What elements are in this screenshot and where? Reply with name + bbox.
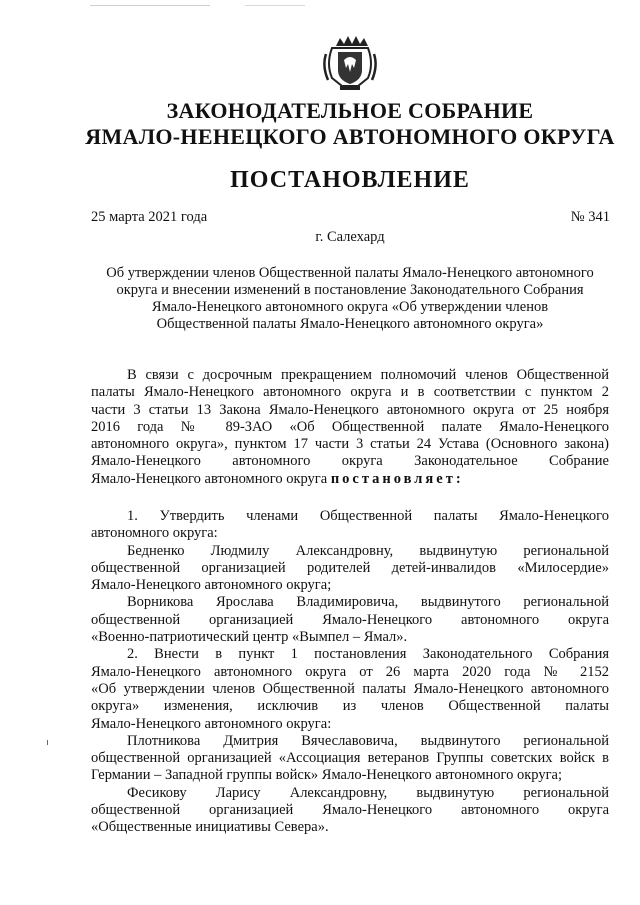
- text-line: Ворникова Ярослава Владимировича, выдвинутого региональной: [127, 594, 609, 611]
- text-line: Бедненко Людмилу Александровну, выдвинутую региональной: [127, 542, 609, 559]
- text-line: «Общественные инициативы Севера».: [91, 819, 329, 836]
- organization-name-line1: ЗАКОНОДАТЕЛЬНОЕ СОБРАНИЕ: [166, 98, 534, 123]
- scan-artifact: [90, 5, 210, 6]
- text-fragment: Ямало-Ненецкого автономного округа: [91, 470, 331, 487]
- document-number: № 341: [570, 209, 610, 225]
- document-subject: [60, 265, 640, 333]
- organization-name-line2: ЯМАЛО-НЕНЕЦКОГО АВТОНОМНОГО ОКРУГА: [85, 124, 615, 149]
- text-line: Ямало-Ненецкого автономного округа;: [91, 577, 332, 594]
- text-line: «Об утверждении членов Общественной палаты Ямало-Ненецкого автономного: [91, 680, 609, 697]
- coat-of-arms-icon: [318, 34, 382, 92]
- text-line: округа» изменения, исключив из членов Общественной палаты: [91, 698, 609, 715]
- text-line: Ямало-Ненецкого автономного округа Законодательное Собрание: [91, 453, 609, 470]
- text-line: 1. Утвердить членами Общественной палаты Ямало-Ненецкого: [127, 508, 609, 524]
- text-line: общественной организацией родителей детей-инвалидов «Милосердие»: [91, 559, 609, 576]
- text-line: [91, 471, 609, 488]
- text-line: палаты Ямало-Ненецкого автономного округа и в соответствии с пунктом 2: [91, 384, 609, 401]
- text-line: «Военно-патриотический центр «Вымпел – Ямал».: [91, 629, 408, 646]
- subject-line: Ямало-Ненецкого автономного округа «Об утверждении членов: [151, 299, 549, 315]
- resolution-items: [91, 508, 609, 837]
- text-line: В связи с досрочным прекращением полномочий членов Общественной: [127, 367, 609, 383]
- scan-artifact: [47, 740, 48, 745]
- preamble-paragraph: [91, 367, 609, 488]
- document-type-title: ПОСТАНОВЛЕНИЕ: [230, 167, 470, 193]
- subject-line: округа и внесении изменений в постановление Законодательного Собрания: [116, 282, 584, 298]
- subject-line: Общественной палаты Ямало-Ненецкого автономного округа»: [156, 316, 544, 332]
- scan-artifact: [245, 5, 305, 6]
- text-line: части 3 статьи 13 Закона Ямало-Ненецкого автономного округа от 25 ноября: [91, 401, 609, 418]
- subject-line: Об утверждении членов Общественной палаты Ямало-Ненецкого автономного: [106, 265, 594, 281]
- document-place: г. Салехард: [315, 229, 385, 245]
- text-line: автономного округа», пунктом 17 части 3 статьи 24 Устава (Основного закона): [91, 436, 609, 453]
- decision-word: постановляет:: [330, 470, 464, 487]
- text-line: общественной организацией Ямало-Ненецкого автономного округа: [91, 802, 609, 819]
- text-line: Плотникова Дмитрия Вячеславовича, выдвинутого региональной: [127, 732, 609, 749]
- text-line: общественной организацией Ямало-Ненецкого автономного округа: [91, 611, 609, 628]
- text-line: автономного округа:: [91, 525, 218, 542]
- text-line: общественной организацией «Ассоциация ветеранов Группы советских войск в: [91, 750, 609, 767]
- text-line: Ямало-Ненецкого автономного округа:: [91, 715, 332, 732]
- document-date: 25 марта 2021 года: [91, 209, 208, 225]
- text-line: Германии – Западной группы войск» Ямало-Ненецкого автономного округа;: [91, 767, 562, 784]
- text-line: Ямало-Ненецкого автономного округа от 26 марта 2020 года № 2152: [91, 663, 609, 680]
- text-line: Фесикову Ларису Александровну, выдвинутую региональной: [127, 784, 609, 801]
- text-line: 2016 года № 89-ЗАО «Об Общественной палате Ямало-Ненецкого: [91, 418, 609, 435]
- text-line: 2. Внести в пункт 1 постановления Законодательного Собрания: [127, 646, 609, 663]
